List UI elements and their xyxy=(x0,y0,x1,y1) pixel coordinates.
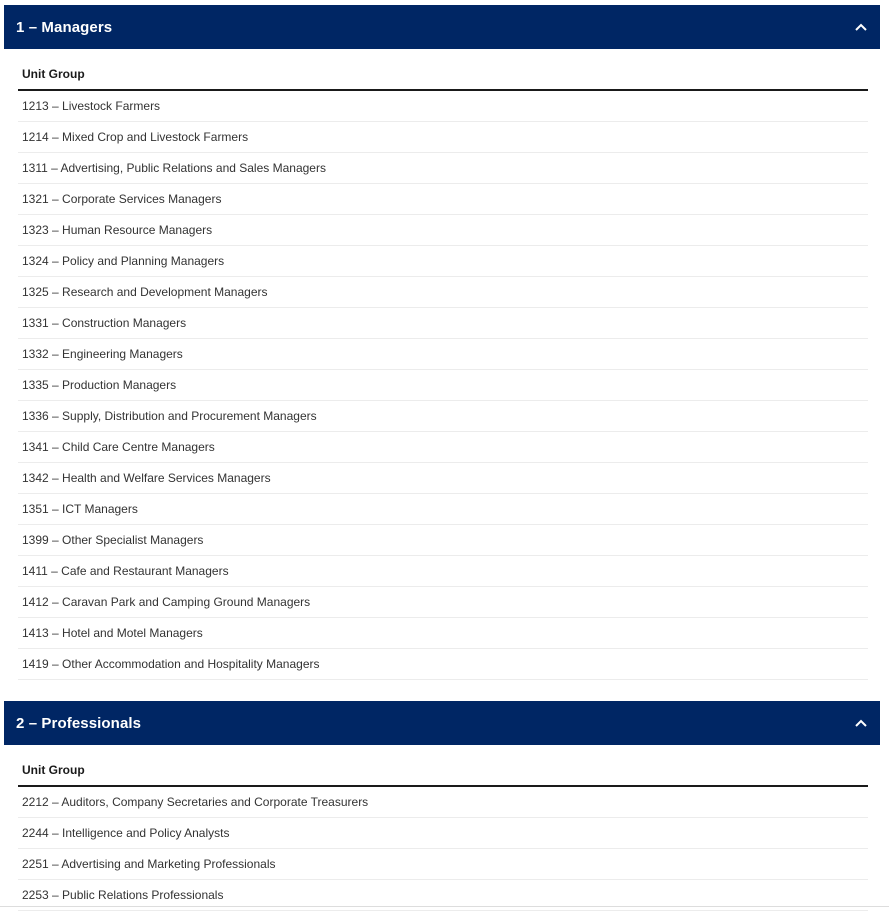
table-row xyxy=(18,91,868,122)
table-row xyxy=(18,401,868,432)
unit-group-link[interactable]: 1325 – Research and Development Managers xyxy=(22,285,268,299)
unit-group-link[interactable]: 1419 – Other Accommodation and Hospitality Managers xyxy=(22,657,320,671)
unit-group-link[interactable]: 1413 – Hotel and Motel Managers xyxy=(22,626,203,640)
table-row xyxy=(18,339,868,370)
unit-group-link[interactable]: 1321 – Corporate Services Managers xyxy=(22,192,222,206)
section-title: 2 – Professionals xyxy=(16,714,142,732)
unit-group-link[interactable]: 2244 – Intelligence and Policy Analysts xyxy=(22,826,230,840)
section-professionals xyxy=(4,701,880,911)
unit-group-link[interactable]: 2253 – Public Relations Professionals xyxy=(22,888,224,902)
section-managers xyxy=(4,5,880,680)
unit-group-link[interactable]: 2212 – Auditors, Company Secretaries and Corporate Treasurers xyxy=(22,795,369,809)
table-row xyxy=(18,308,868,339)
column-header: Unit Group xyxy=(18,49,868,91)
unit-group-link[interactable]: 1324 – Policy and Planning Managers xyxy=(22,254,225,268)
unit-group-link[interactable]: 1311 – Advertising, Public Relations and Sales Managers xyxy=(22,161,326,175)
column-header: Unit Group xyxy=(18,745,868,787)
unit-group-link[interactable]: 1399 – Other Specialist Managers xyxy=(22,533,204,547)
table-row xyxy=(18,370,868,401)
unit-group-link[interactable]: 1214 – Mixed Crop and Livestock Farmers xyxy=(22,130,249,144)
chevron-up-icon[interactable] xyxy=(854,20,868,34)
table-row xyxy=(18,618,868,649)
unit-group-link[interactable]: 1332 – Engineering Managers xyxy=(22,347,183,361)
table-row xyxy=(18,277,868,308)
table-row xyxy=(18,525,868,556)
unit-group-link[interactable]: 1411 – Cafe and Restaurant Managers xyxy=(22,564,229,578)
unit-group-table xyxy=(4,49,880,680)
unit-group-link[interactable]: 1323 – Human Resource Managers xyxy=(22,223,213,237)
table-row xyxy=(18,153,868,184)
chevron-up-icon[interactable] xyxy=(854,716,868,730)
table-row xyxy=(18,649,868,680)
unit-group-link[interactable]: 1331 – Construction Managers xyxy=(22,316,187,330)
table-row xyxy=(18,215,868,246)
divider xyxy=(0,906,889,907)
table-row xyxy=(18,184,868,215)
unit-group-table xyxy=(4,745,880,911)
table-row xyxy=(18,818,868,849)
table-row xyxy=(18,787,868,818)
table-row xyxy=(18,494,868,525)
table-row xyxy=(18,556,868,587)
table-row xyxy=(18,122,868,153)
unit-group-link[interactable]: 1412 – Caravan Park and Camping Ground Managers xyxy=(22,595,311,609)
unit-group-link[interactable]: 1341 – Child Care Centre Managers xyxy=(22,440,215,454)
unit-group-link[interactable]: 1351 – ICT Managers xyxy=(22,502,138,516)
table-row xyxy=(18,849,868,880)
table-row xyxy=(18,463,868,494)
table-row xyxy=(18,432,868,463)
unit-group-link[interactable]: 1342 – Health and Welfare Services Managers xyxy=(22,471,271,485)
unit-group-link[interactable]: 1336 – Supply, Distribution and Procurement Managers xyxy=(22,409,317,423)
section-title: 1 – Managers xyxy=(16,18,113,36)
table-body xyxy=(18,91,868,680)
unit-group-link[interactable]: 1213 – Livestock Farmers xyxy=(22,99,161,113)
table-body xyxy=(18,787,868,911)
table-row xyxy=(18,587,868,618)
table-row xyxy=(18,246,868,277)
section-header-managers[interactable] xyxy=(4,5,880,49)
section-header-professionals[interactable] xyxy=(4,701,880,745)
unit-group-link[interactable]: 1335 – Production Managers xyxy=(22,378,177,392)
unit-group-link[interactable]: 2251 – Advertising and Marketing Professionals xyxy=(22,857,276,871)
